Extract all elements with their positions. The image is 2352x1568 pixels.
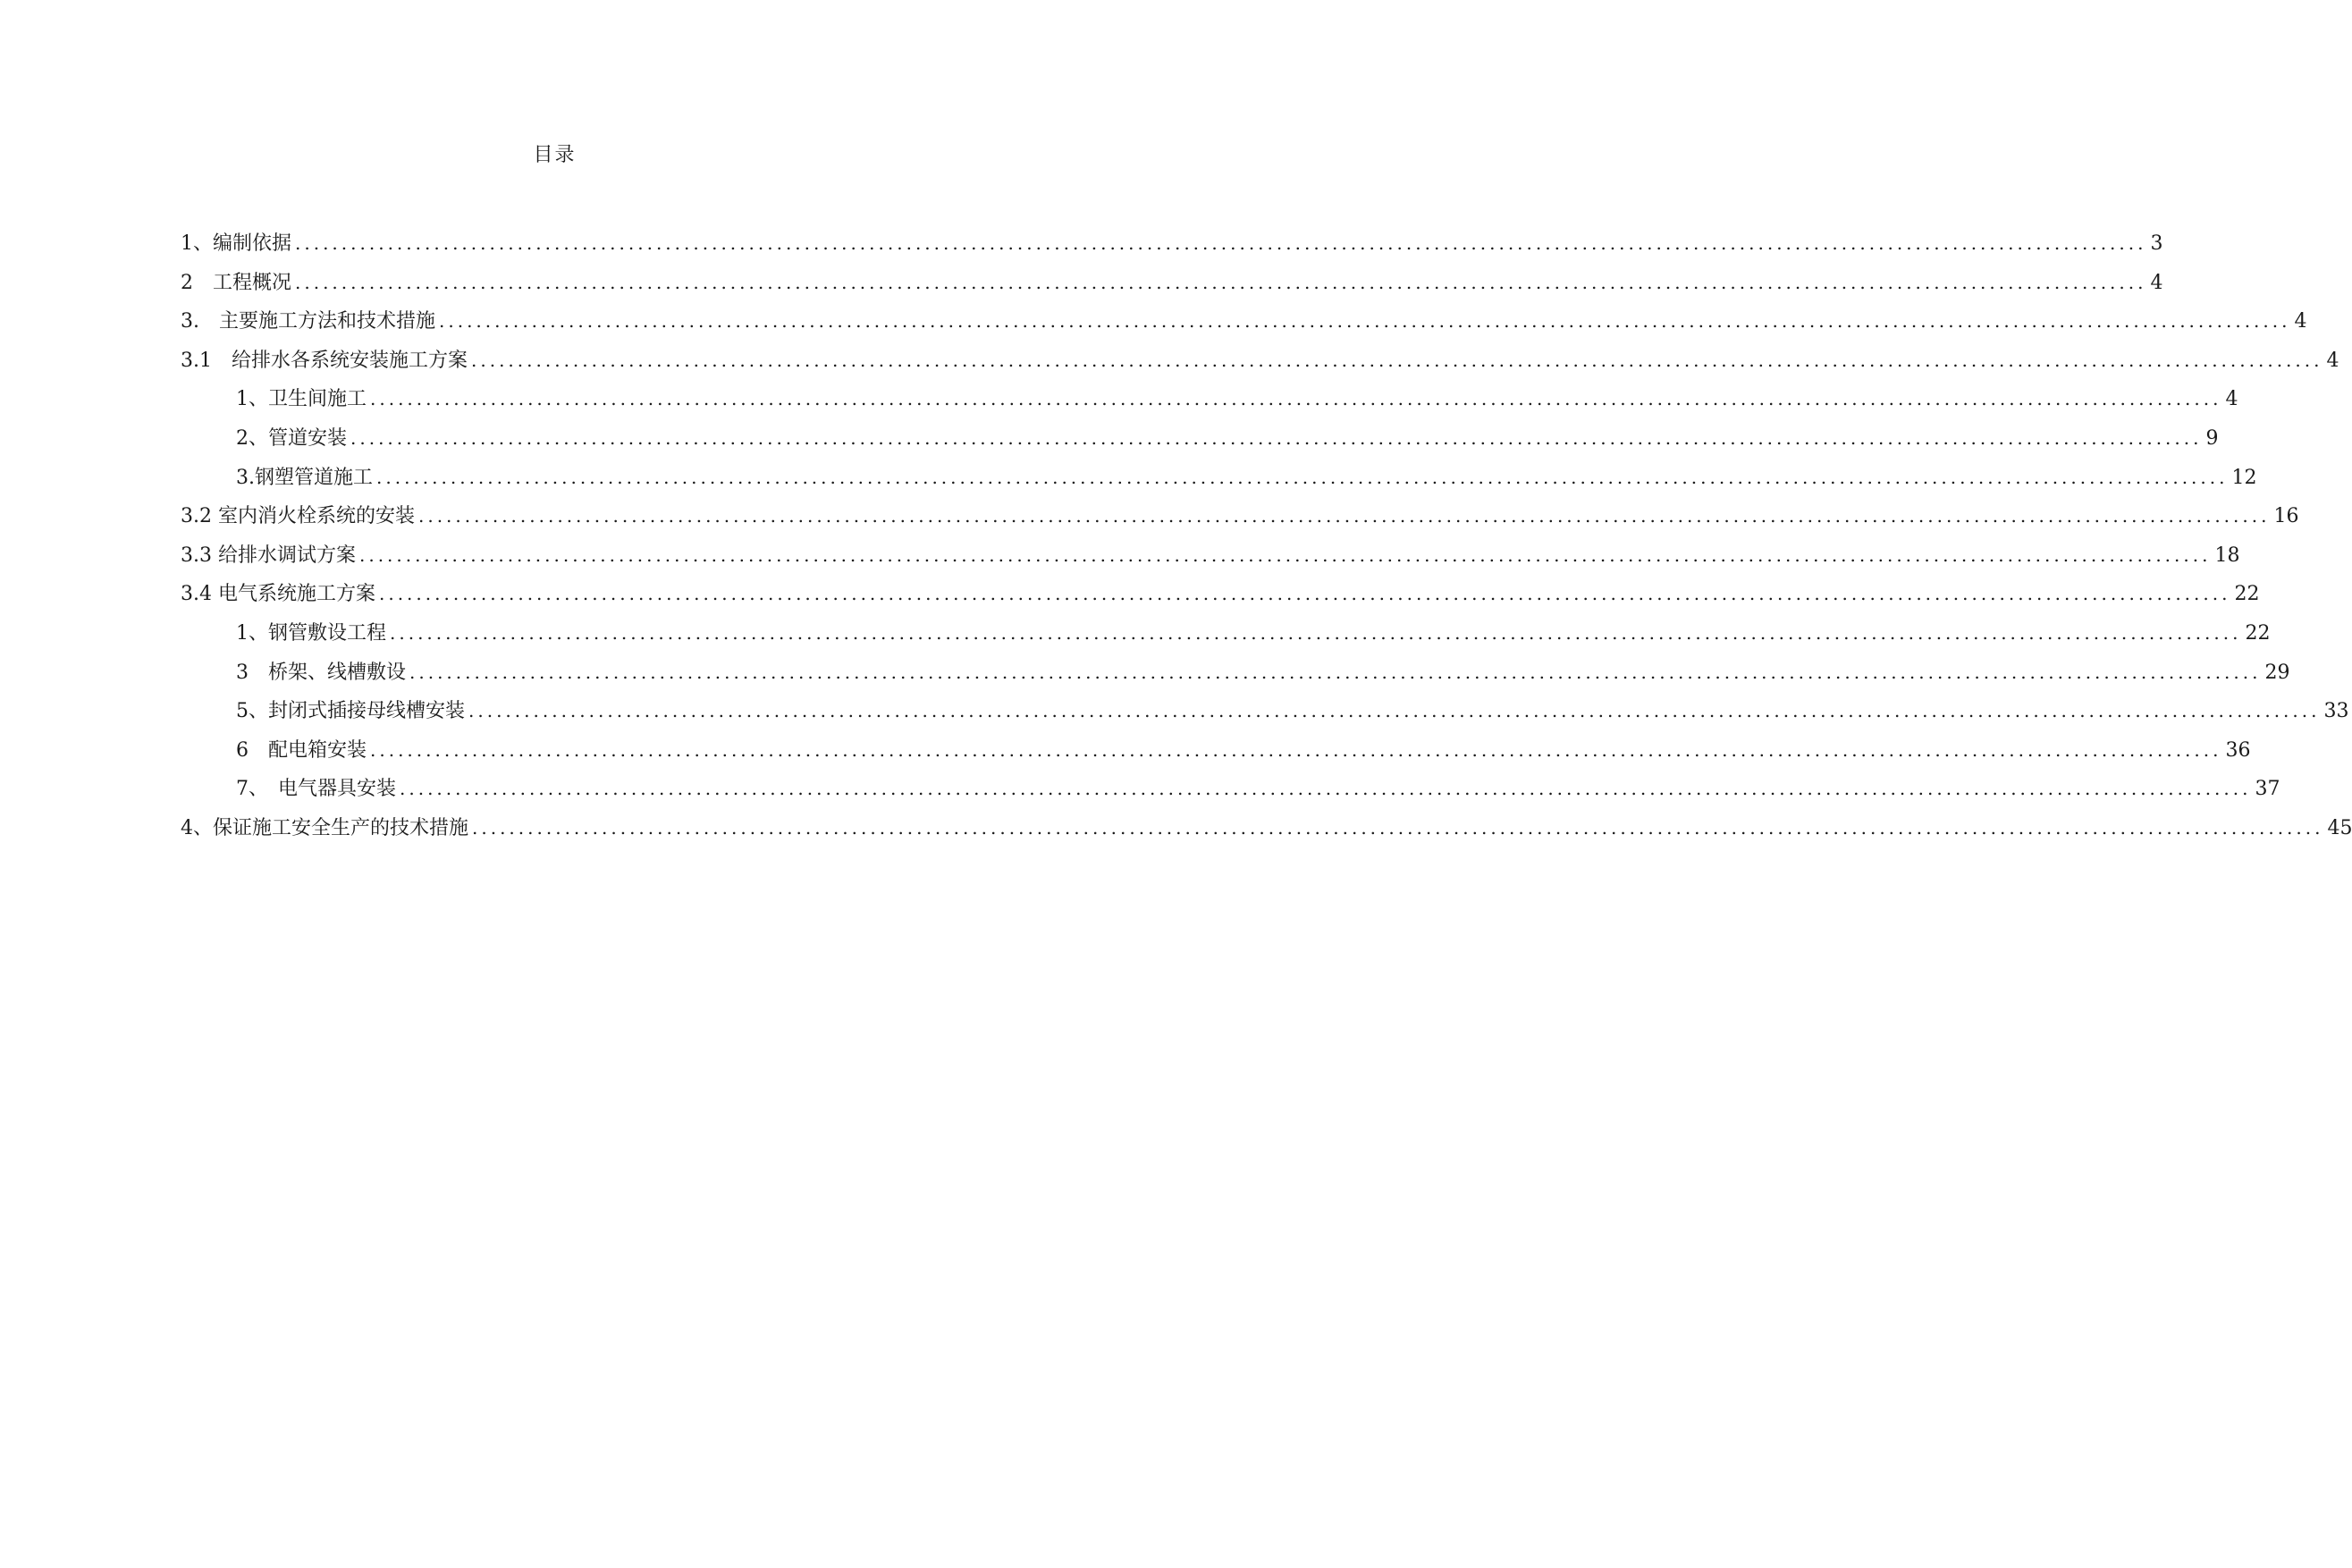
toc-entry-label: 5、封闭式插接母线槽安装 xyxy=(236,700,465,723)
toc-entry-page-number: 16 xyxy=(2273,505,2299,528)
toc-leader-dots: ........................................................................................................................................................................................................ xyxy=(471,349,2323,371)
toc-entry[interactable] xyxy=(236,463,2257,492)
toc-entry-page-number: 9 xyxy=(2205,427,2219,450)
toc-entry[interactable] xyxy=(181,502,2299,530)
toc-entry-page-number: 36 xyxy=(2225,738,2251,762)
toc-entry-page-number: 33 xyxy=(2323,700,2349,723)
toc-entry-label: 3 桥架、线槽敷设 xyxy=(236,661,406,684)
toc-leader-dots: ........................................................................................................................................................................................................ xyxy=(358,544,2212,566)
toc-entry-label: 4、保证施工安全生产的技术措施 xyxy=(181,817,468,839)
toc-leader-dots: ........................................................................................................................................................................................................ xyxy=(468,700,2321,722)
toc-entry[interactable] xyxy=(236,696,2349,725)
toc-entry[interactable] xyxy=(236,736,2251,764)
toc-entry-label: 6 配电箱安装 xyxy=(236,738,367,762)
toc-entry-label: 1、卫生间施工 xyxy=(236,388,367,411)
toc-leader-dots: ........................................................................................................................................................................................................ xyxy=(295,232,2147,254)
toc-leader-dots: ........................................................................................................................................................................................................ xyxy=(439,310,2291,333)
toc-entry[interactable] xyxy=(181,814,2352,842)
toc-entry[interactable] xyxy=(236,384,2238,413)
toc-leader-dots: ........................................................................................................................................................................................................ xyxy=(350,427,2203,449)
toc-entry-label: 3. 主要施工方法和技术措施 xyxy=(181,310,435,333)
toc-entry-page-number: 12 xyxy=(2231,466,2257,489)
toc-entry-page-number: 37 xyxy=(2255,778,2280,801)
toc-entry[interactable] xyxy=(236,424,2219,452)
toc-entry[interactable] xyxy=(181,307,2307,335)
toc-entry-page-number: 29 xyxy=(2264,661,2290,684)
toc-entry-label: 3.4 电气系统施工方案 xyxy=(181,583,375,606)
toc-entry[interactable] xyxy=(181,541,2240,569)
page-title: 目录 xyxy=(533,144,577,166)
toc-entry[interactable] xyxy=(181,229,2163,257)
toc-entry-page-number: 3 xyxy=(2150,232,2163,255)
toc-leader-dots: ........................................................................................................................................................................................................ xyxy=(390,622,2242,644)
toc-leader-dots: ........................................................................................................................................................................................................ xyxy=(376,466,2229,488)
toc-leader-dots: ........................................................................................................................................................................................................ xyxy=(472,817,2324,839)
toc-entry[interactable] xyxy=(236,619,2271,647)
toc-entry-label: 3.1 给排水各系统安装施工方案 xyxy=(181,349,468,372)
toc-entry-page-number: 4 xyxy=(2294,310,2307,333)
toc-entry[interactable] xyxy=(181,346,2339,375)
toc-entry-label: 3.钢塑管道施工 xyxy=(236,466,373,489)
toc-leader-dots: ........................................................................................................................................................................................................ xyxy=(295,271,2147,293)
toc-entry-page-number: 22 xyxy=(2234,583,2260,606)
toc-leader-dots: ........................................................................................................................................................................................................ xyxy=(417,505,2271,527)
toc-entry[interactable] xyxy=(236,658,2290,687)
toc-entry-label: 3.2 室内消火栓系统的安装 xyxy=(181,505,415,528)
toc-entry[interactable] xyxy=(181,268,2163,297)
toc-entry-page-number: 45 xyxy=(2327,817,2352,839)
toc-entry-label: 3.3 给排水调试方案 xyxy=(181,544,356,567)
toc-entry[interactable] xyxy=(236,774,2280,803)
toc-entry-label: 7、 电气器具安装 xyxy=(236,778,396,801)
toc-entry[interactable] xyxy=(181,579,2260,608)
toc-entry-label: 2、管道安装 xyxy=(236,427,347,450)
toc-leader-dots: ........................................................................................................................................................................................................ xyxy=(378,583,2231,605)
toc-leader-dots: ........................................................................................................................................................................................................ xyxy=(409,661,2262,683)
toc-leader-dots: ........................................................................................................................................................................................................ xyxy=(400,778,2252,800)
toc-leader-dots: ........................................................................................................................................................................................................ xyxy=(370,388,2222,410)
toc-entry-label: 1、钢管敷设工程 xyxy=(236,622,386,645)
toc-entry-label: 1、编制依据 xyxy=(181,232,291,255)
toc-entry-page-number: 18 xyxy=(2214,544,2240,567)
toc-leader-dots: ........................................................................................................................................................................................................ xyxy=(370,738,2222,761)
toc-entry-page-number: 4 xyxy=(2150,271,2163,294)
toc-entry-page-number: 22 xyxy=(2245,622,2271,645)
toc-entry-page-number: 4 xyxy=(2225,388,2238,411)
toc-entry-page-number: 4 xyxy=(2326,349,2339,372)
toc-entry-label: 2 工程概况 xyxy=(181,271,291,294)
